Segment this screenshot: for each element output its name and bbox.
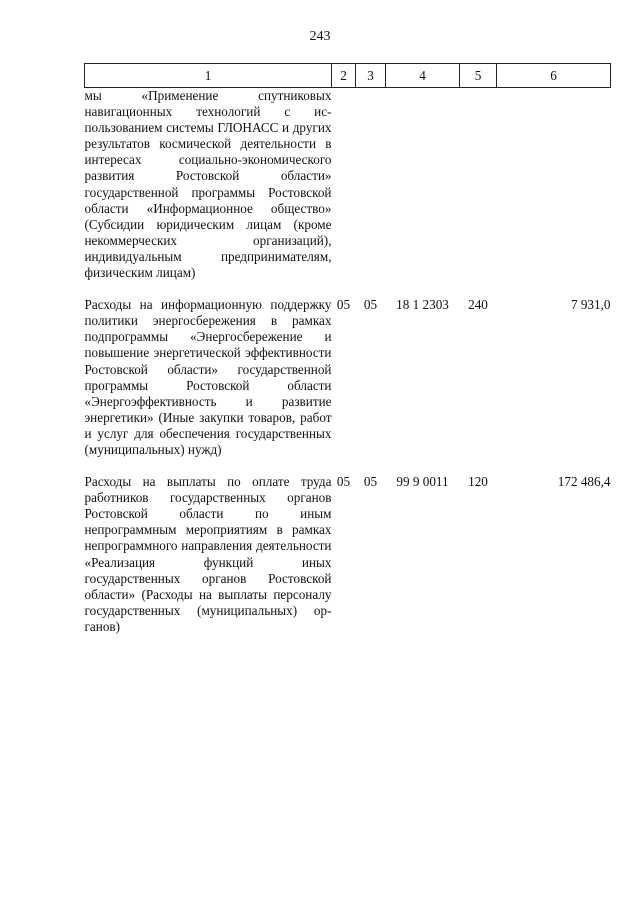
row-pr: 05	[363, 297, 378, 313]
table-row	[85, 297, 611, 458]
column-header-3: 3	[356, 64, 386, 88]
row-vr	[460, 88, 497, 282]
row-amount: 172 486,4	[557, 474, 611, 490]
page-number: 243	[309, 29, 331, 44]
table-row	[85, 88, 611, 282]
row-csr: 99 9 0011	[396, 474, 449, 490]
row-vr: 240	[468, 297, 488, 313]
column-header-5: 5	[460, 64, 497, 88]
table-header-row	[85, 64, 611, 88]
row-amount	[497, 88, 611, 282]
row-pr	[356, 88, 386, 282]
table-row	[85, 474, 611, 635]
row-description: Расходы на выплаты по оплате труда работников государственных органов Ростовской области по иным непрограммным мероприятиям в рамках непрограммного направления деятельности «Реализация функций иных государственных органов Ростовской области» (Расходы на выплаты персоналу государственных (муниципальных) органов)	[84, 474, 332, 634]
row-rz: 05	[336, 297, 351, 313]
row-description: Расходы на информационную поддержку политики энергосбережения в рамках подпрограммы «Энергосбережение и повышение энергетической эффективности Ростовской области» государственной программы Ростовской области «Энергоэффективность и развитие энергетики» (Иные закупки товаров, работ и услуг для обеспечения государственных (муниципальных) нужд)	[84, 297, 332, 457]
row-csr: 18 1 2303	[396, 297, 449, 313]
row-spacer	[85, 281, 611, 297]
row-amount: 7 931,0	[570, 297, 611, 313]
row-rz	[332, 88, 356, 282]
column-header-4: 4	[386, 64, 460, 88]
row-csr	[386, 88, 460, 282]
row-description: мы «Применение спутниковых навигационных технологий с использованием системы ГЛОНАСС и других результатов космической деятельности в интересах социально-экономического развития Ростовской области» государственной программы Ростовской области «Информационное общество» (Субсидии юридическим лицам (кроме некоммерческих организаций), индивидуальным предпринимателям, физическим лицам)	[84, 88, 332, 281]
row-rz: 05	[336, 474, 351, 490]
column-header-2: 2	[332, 64, 356, 88]
row-spacer	[85, 458, 611, 474]
row-pr: 05	[363, 474, 378, 490]
column-header-1: 1	[85, 64, 332, 88]
budget-table	[84, 63, 611, 635]
row-vr: 120	[468, 474, 488, 490]
column-header-6: 6	[497, 64, 611, 88]
